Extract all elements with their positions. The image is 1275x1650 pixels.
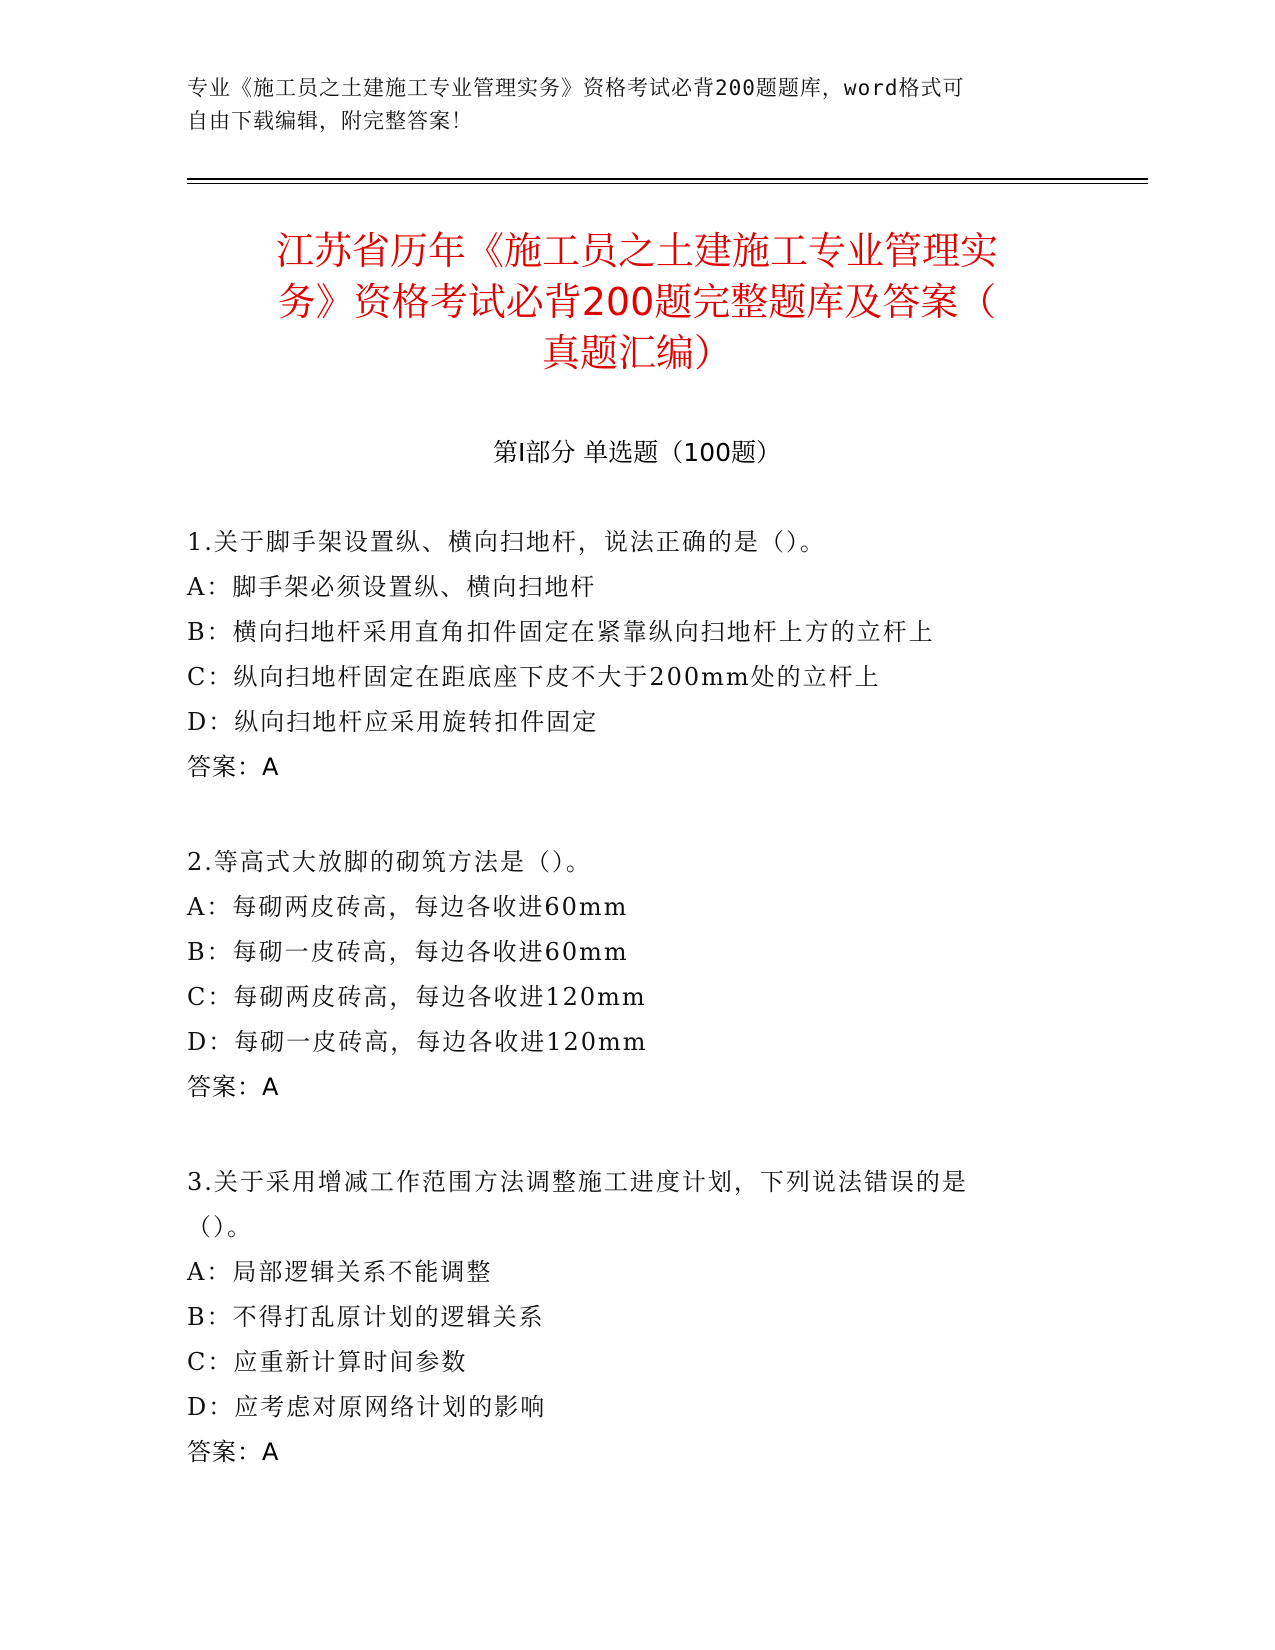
option-d: D：每砌一皮砖高，每边各收进120mm — [187, 1028, 648, 1056]
option-c: C：每砌两皮砖高，每边各收进120mm — [187, 983, 647, 1011]
question-stem: 3.关于采用增减工作范围方法调整施工进度计划，下列说法错误的是 — [187, 1168, 968, 1196]
document-title — [187, 226, 1087, 379]
option-a: A：每砌两皮砖高，每边各收进60mm — [187, 893, 629, 921]
question-stem: 2.等高式大放脚的砌筑方法是（）。 — [187, 848, 592, 876]
header-divider-thick — [187, 178, 1148, 180]
header-note-line-2: 自由下载编辑，附完整答案！ — [187, 109, 473, 133]
option-c: C：纵向扫地杆固定在距底座下皮不大于200mm处的立杆上 — [187, 663, 881, 691]
question-stem-continued: （）。 — [187, 1213, 253, 1241]
option-d: D：应考虑对原网络计划的影响 — [187, 1393, 547, 1421]
answer-line: 答案：A — [187, 1073, 280, 1101]
header-note-line-1: 专业《施工员之土建施工专业管理实务》资格考试必背200题题库，word格式可 — [187, 76, 965, 100]
option-a: A：局部逻辑关系不能调整 — [187, 1258, 493, 1286]
title-line-3: 真题汇编） — [541, 331, 732, 375]
header-note — [187, 72, 1067, 138]
header-divider-thin — [187, 183, 1148, 184]
title-line-1: 江苏省历年《施工员之土建施工专业管理实 — [275, 229, 998, 273]
option-a: A：脚手架必须设置纵、横向扫地杆 — [187, 573, 597, 601]
option-b: B：横向扫地杆采用直角扣件固定在紧靠纵向扫地杆上方的立杆上 — [187, 618, 935, 646]
question-1 — [187, 520, 1087, 790]
answer-line: 答案：A — [187, 753, 280, 781]
option-d: D：纵向扫地杆应采用旋转扣件固定 — [187, 708, 599, 736]
answer-line: 答案：A — [187, 1438, 280, 1466]
option-b: B：不得打乱原计划的逻辑关系 — [187, 1303, 545, 1331]
question-stem: 1.关于脚手架设置纵、横向扫地杆，说法正确的是（）。 — [187, 528, 826, 556]
option-c: C：应重新计算时间参数 — [187, 1348, 468, 1376]
question-2 — [187, 840, 1087, 1110]
title-line-2: 务》资格考试必背200题完整题库及答案（ — [277, 280, 997, 324]
option-b: B：每砌一皮砖高，每边各收进60mm — [187, 938, 629, 966]
section-heading: 第Ⅰ部分 单选题（100题） — [492, 438, 782, 467]
question-3 — [187, 1160, 1087, 1475]
